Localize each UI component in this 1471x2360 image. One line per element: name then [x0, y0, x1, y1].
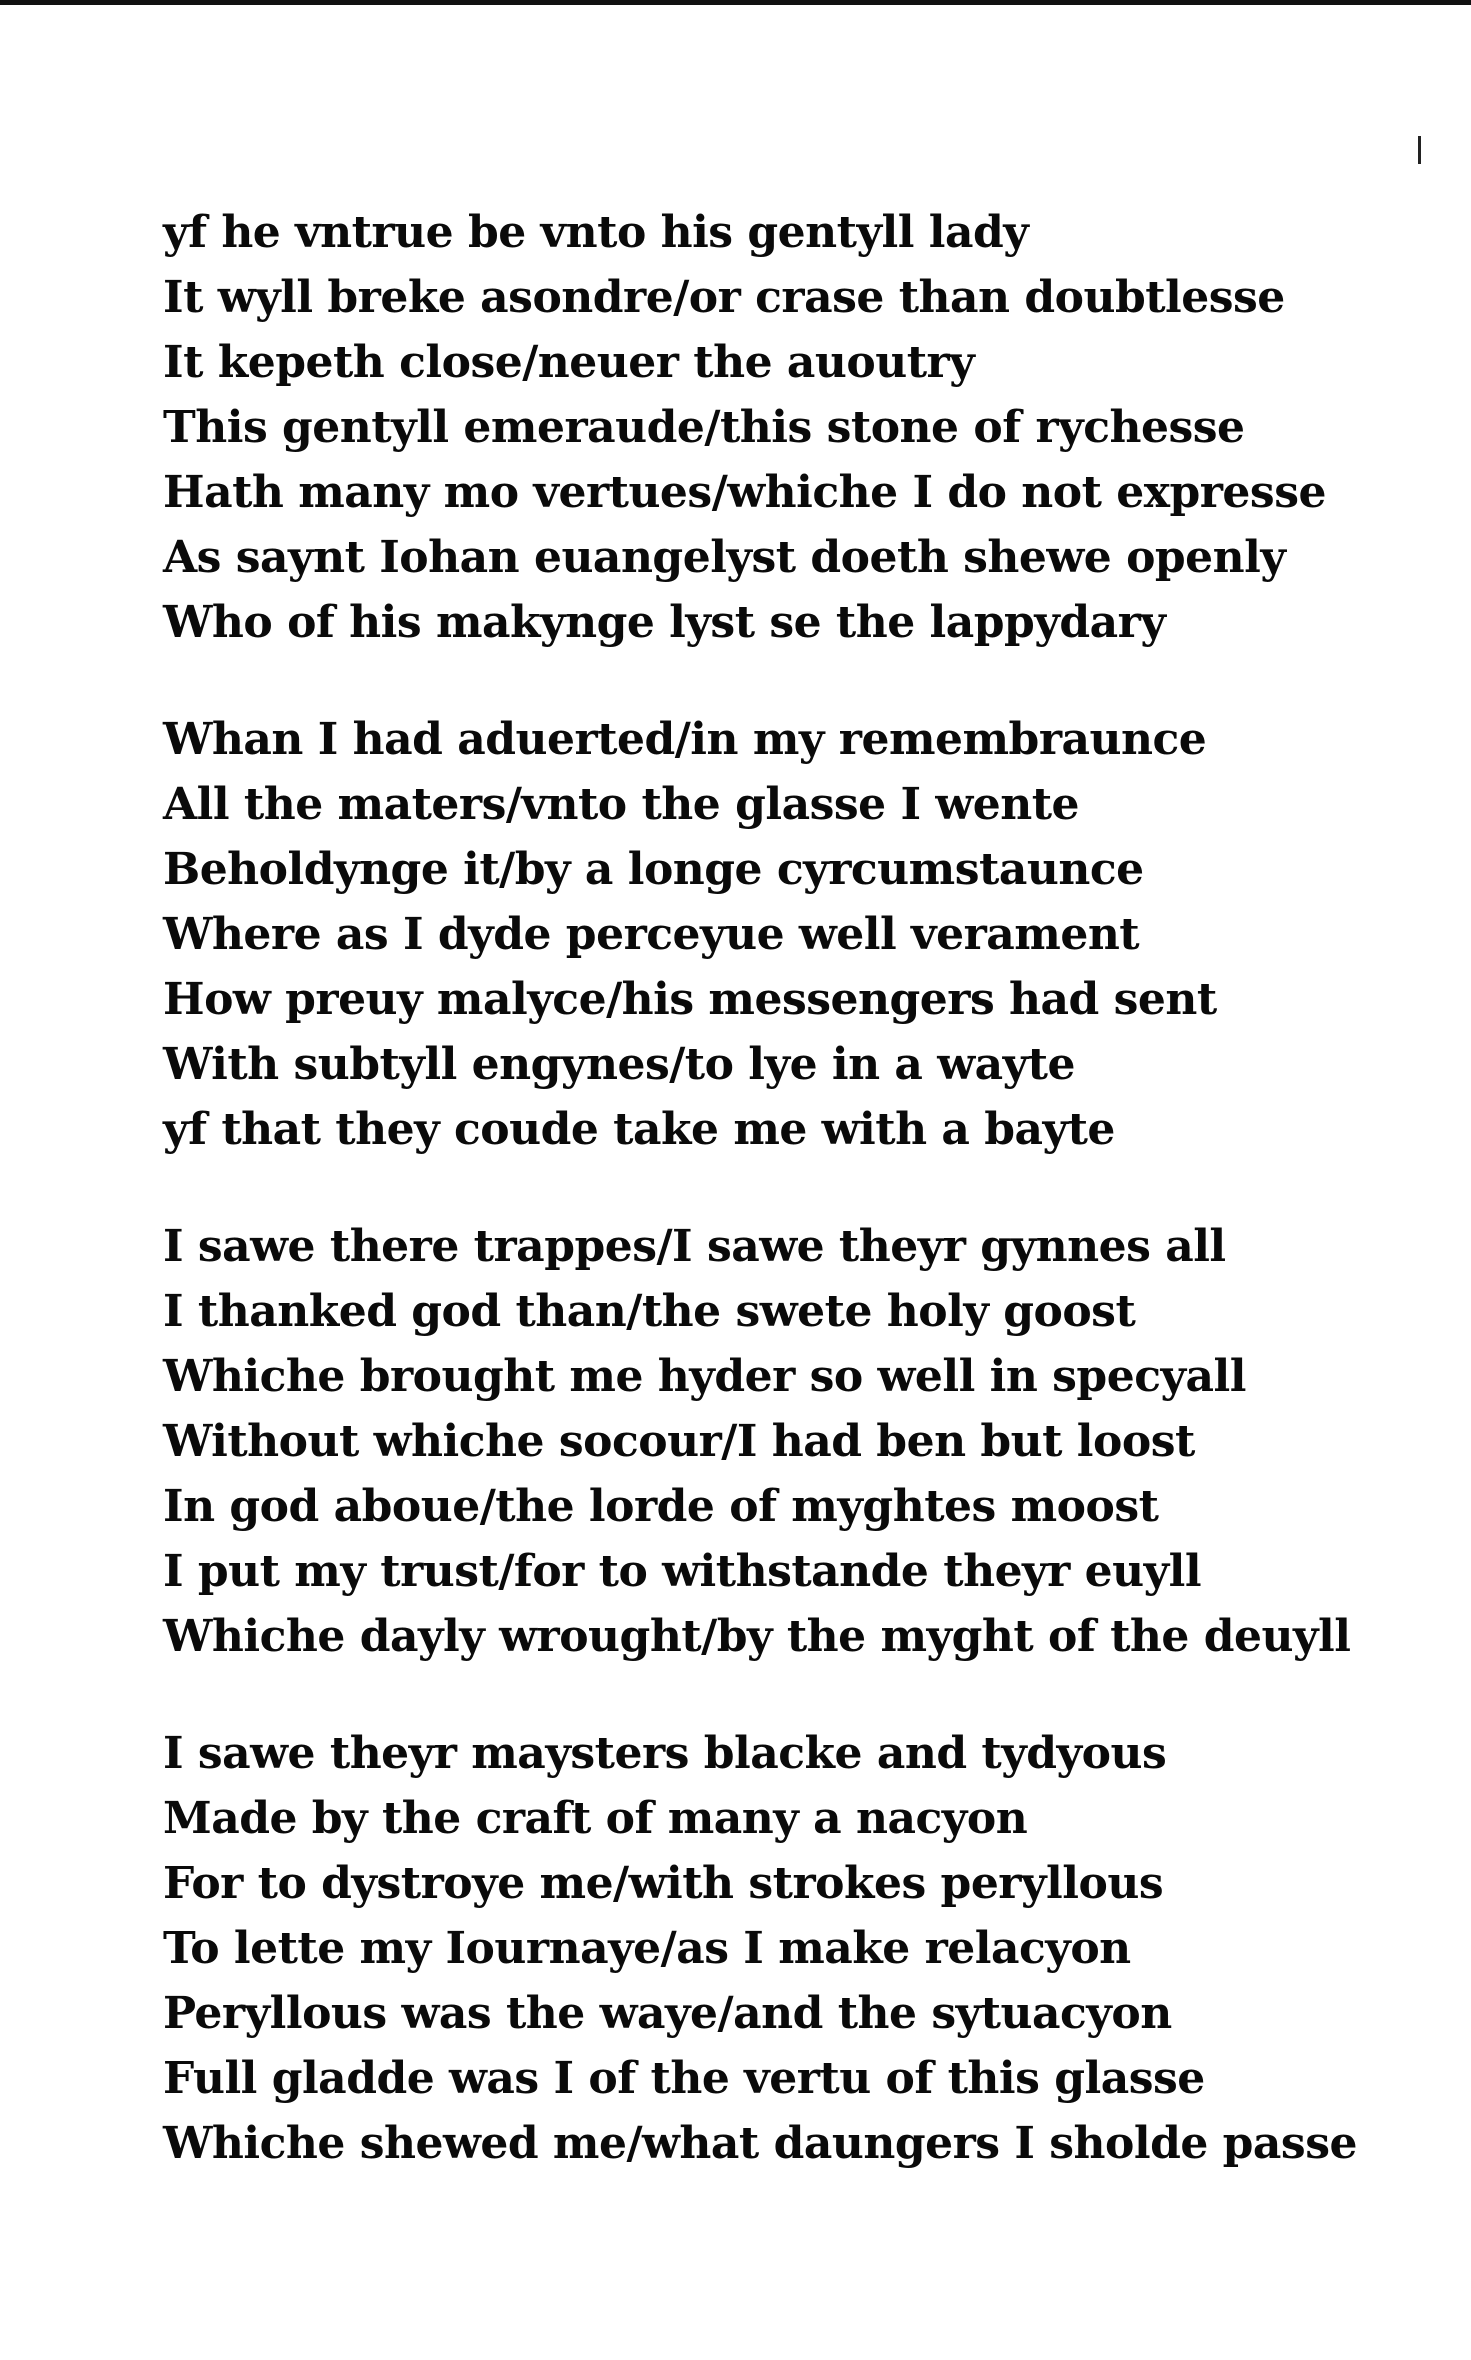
stanza-3 [163, 1214, 1351, 1669]
verse-line: To lette my Iournaye/as I make relacyon [163, 1923, 1131, 1974]
verse-line: As saynt Iohan euangelyst doeth shewe openly [163, 532, 1286, 583]
verse-line: Hath many mo vertues/whiche I do not expresse [163, 467, 1326, 518]
verse-line: Whiche brought me hyder so well in specyall [163, 1351, 1246, 1402]
verse-line: With subtyll engynes/to lye in a wayte [163, 1039, 1076, 1090]
verse-line: I put my trust/for to withstande theyr euyll [163, 1546, 1202, 1597]
verse-line: Whiche shewed me/what daungers I sholde passe [163, 2118, 1357, 2169]
verse-line: Peryllous was the waye/and the sytuacyon [163, 1988, 1172, 2039]
stanza-1 [163, 200, 1343, 655]
verse-line: yf he vntrue be vnto his gentyll lady [163, 207, 1029, 258]
stanza-2 [163, 707, 1343, 1162]
verse-line: I thanked god than/the swete holy goost [163, 1286, 1136, 1337]
verse-line: I sawe there trappes/I sawe theyr gynnes all [163, 1221, 1226, 1272]
verse-line: Full gladde was I of the vertu of this glasse [163, 2053, 1205, 2104]
stanza-4 [163, 1721, 1357, 2176]
margin-mark [1418, 136, 1421, 164]
verse-line: Where as I dyde perceyue well verament [163, 909, 1140, 960]
verse-line: It kepeth close/neuer the auoutry [163, 337, 975, 388]
verse-line: Beholdynge it/by a longe cyrcumstaunce [163, 844, 1144, 895]
verse-line: All the maters/vnto the glasse I wente [163, 779, 1080, 830]
verse-line: Who of his makynge lyst se the lappydary [163, 597, 1166, 648]
verse-line: I sawe theyr maysters blacke and tydyous [163, 1728, 1167, 1779]
verse-line: Whan I had aduerted/in my remembraunce [163, 714, 1207, 765]
page-top-edge [0, 0, 1471, 5]
verse-line: Without whiche socour/I had ben but loost [163, 1416, 1195, 1467]
verse-line: How preuy malyce/his messengers had sent [163, 974, 1217, 1025]
verse-line: In god aboue/the lorde of myghtes moost [163, 1481, 1159, 1532]
verse-line: For to dystroye me/with strokes peryllous [163, 1858, 1164, 1909]
verse-line: yf that they coude take me with a bayte [163, 1104, 1115, 1155]
verse-line: Made by the craft of many a nacyon [163, 1793, 1028, 1844]
verse-line: Whiche dayly wrought/by the myght of the deuyll [163, 1611, 1351, 1662]
verse-line: This gentyll emeraude/this stone of rychesse [163, 402, 1245, 453]
poem-text [163, 200, 1357, 2228]
verse-line: It wyll breke asondre/or crase than doubtlesse [163, 272, 1285, 323]
